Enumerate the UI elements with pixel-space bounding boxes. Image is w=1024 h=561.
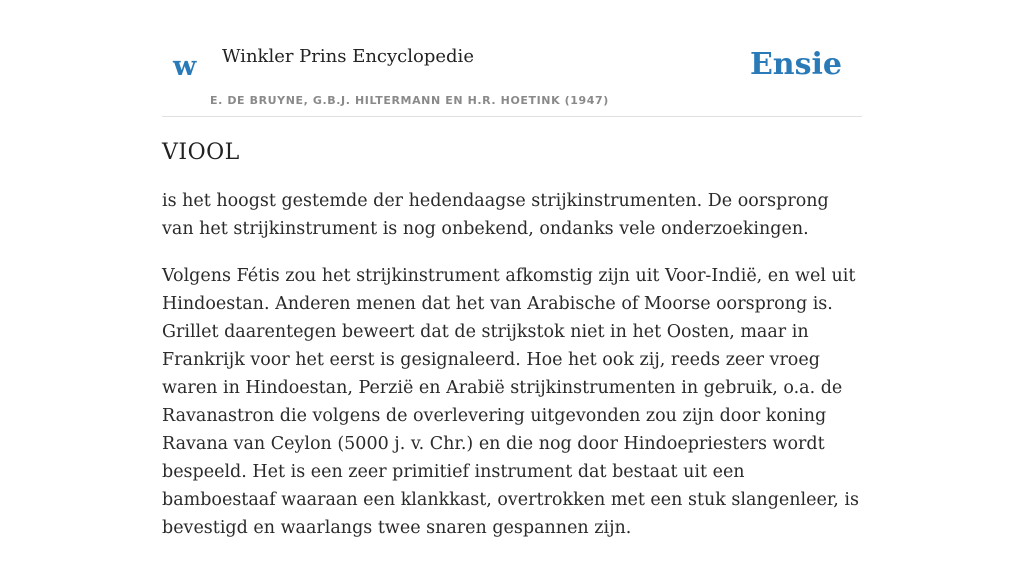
- authors-line: E. DE BRUYNE, G.B.J. HILTERMANN EN H.R. HOETINK (1947): [210, 94, 609, 107]
- article-paragraph: Volgens Fétis zou het strijkinstrument afkomstig zijn uit Voor-Indië, en wel uit Hindoestan. Anderen menen dat het van Arabische of Moorse oorsprong is. Grillet daarentegen beweert dat de strijkstok niet in het Oosten, maar in Frankrijk voor het eerst is gesignaleerd. Hoe het ook zij, reeds zeer vroeg waren in Hindoestan, Perzië en Arabië strijkinstrumenten in gebruik, o.a. de Ravanastron die volgens de overlevering uitgevonden zou zijn door koning Ravana van Ceylon (5000 j. v. Chr.) en die nog door Hindoepriesters wordt bespeeld. Het is een zeer primitief instrument dat bestaat uit een bamboestaaf waaraan een klankkast, overtrokken met een stuk slangenleer, is bevestigd en waarlangs twee snaren gespannen zijn.: [162, 266, 859, 538]
- site-header: [162, 40, 862, 117]
- article-paragraph: is het hoogst gestemde der hedendaagse strijkinstrumenten. De oorsprong van het strijkinstrument is nog onbekend, ondanks vele onderzoekingen.: [162, 191, 829, 239]
- article: [162, 140, 862, 561]
- site-title[interactable]: Winkler Prins Encyclopedie: [222, 46, 474, 67]
- site-logo-icon[interactable]: w: [173, 51, 197, 82]
- brand-logo[interactable]: Ensie: [749, 47, 842, 82]
- article-title: VIOOL: [162, 140, 240, 165]
